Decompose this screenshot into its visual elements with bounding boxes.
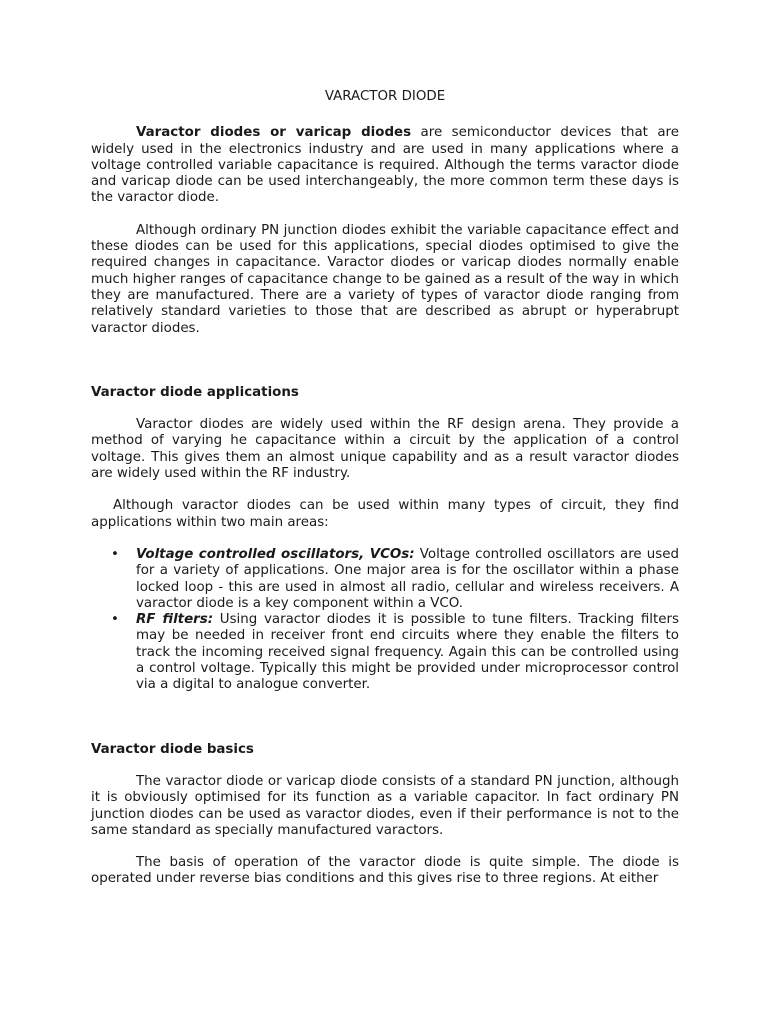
applications-paragraph-2: Although varactor diodes can be used within many types of circuit, they find applications within two main areas: — [91, 498, 679, 530]
basics-heading: Varactor diode basics — [91, 741, 254, 757]
document-title: VARACTOR DIODE — [324, 89, 446, 104]
bullet-icon: • — [111, 612, 119, 628]
list-item-text: Voltage controlled oscillators are used for a variety of applications. One major area is for the oscillator within a phase locked loop - this are used in almost all radio, cellular and wireless receivers. A varactor diode is a key component within a VCO. — [136, 546, 679, 611]
basics-paragraph-2: The basis of operation of the varactor diode is quite simple. The diode is operated under reverse bias conditions and this gives rise to three regions. At either — [91, 855, 679, 887]
list-item — [111, 612, 679, 693]
basics-paragraph-1: The varactor diode or varicap diode consists of a standard PN junction, although it is obviously optimised for its function as a variable capacitor. In fact ordinary PN junction diodes can be used as varactor diodes, even if their performance is not to the same standard as specially manufactured varactors. — [91, 773, 679, 838]
intro-paragraph-2: Although ordinary PN junction diodes exhibit the variable capacitance effect and these diodes can be used for this applications, special diodes optimised to give the required changes in capacitance. Varactor diodes or varicap diodes normally enable much higher ranges of capacitance change to be gained as a result of the way in which they are manufactured. There are a variety of types of varactor diode ranging from relatively standard varieties to those that are described as abrupt or hyperabrupt varactor diodes. — [91, 222, 679, 336]
applications-paragraph-1: Varactor diodes are widely used within the RF design arena. They provide a method of varying he capacitance within a circuit by the application of a control voltage. This gives them an almost unique capability and as a result varactor diodes are widely used within the RF industry. — [91, 417, 679, 482]
list-item-term: RF filters: — [136, 612, 214, 628]
applications-list — [91, 547, 679, 694]
list-item — [111, 546, 679, 612]
bullet-icon: • — [111, 546, 119, 562]
list-item-text: Using varactor diodes it is possible to tune filters. Tracking filters may be needed in receiver front end circuits where they enable the filters to track the incoming received signal frequency. Again this can be controlled using a control voltage. Typically this might be provided under microprocessor control via a digital to analogue converter. — [136, 612, 679, 693]
document-body — [91, 89, 679, 888]
intro-paragraph-1-text: are semiconductor devices that are widely used in the electronics industry and are used in many applications where a voltage controlled variable capacitance is required. Although the terms varactor diode and varicap diode can be used interchangeably, the more common term these days is the varactor diode. — [91, 125, 679, 206]
applications-heading: Varactor diode applications — [91, 384, 299, 400]
list-item-term: Voltage controlled oscillators, VCOs: — [136, 546, 415, 562]
intro-lead-term: Varactor diodes or varicap diodes — [136, 125, 412, 141]
intro-paragraph-1 — [91, 125, 679, 206]
